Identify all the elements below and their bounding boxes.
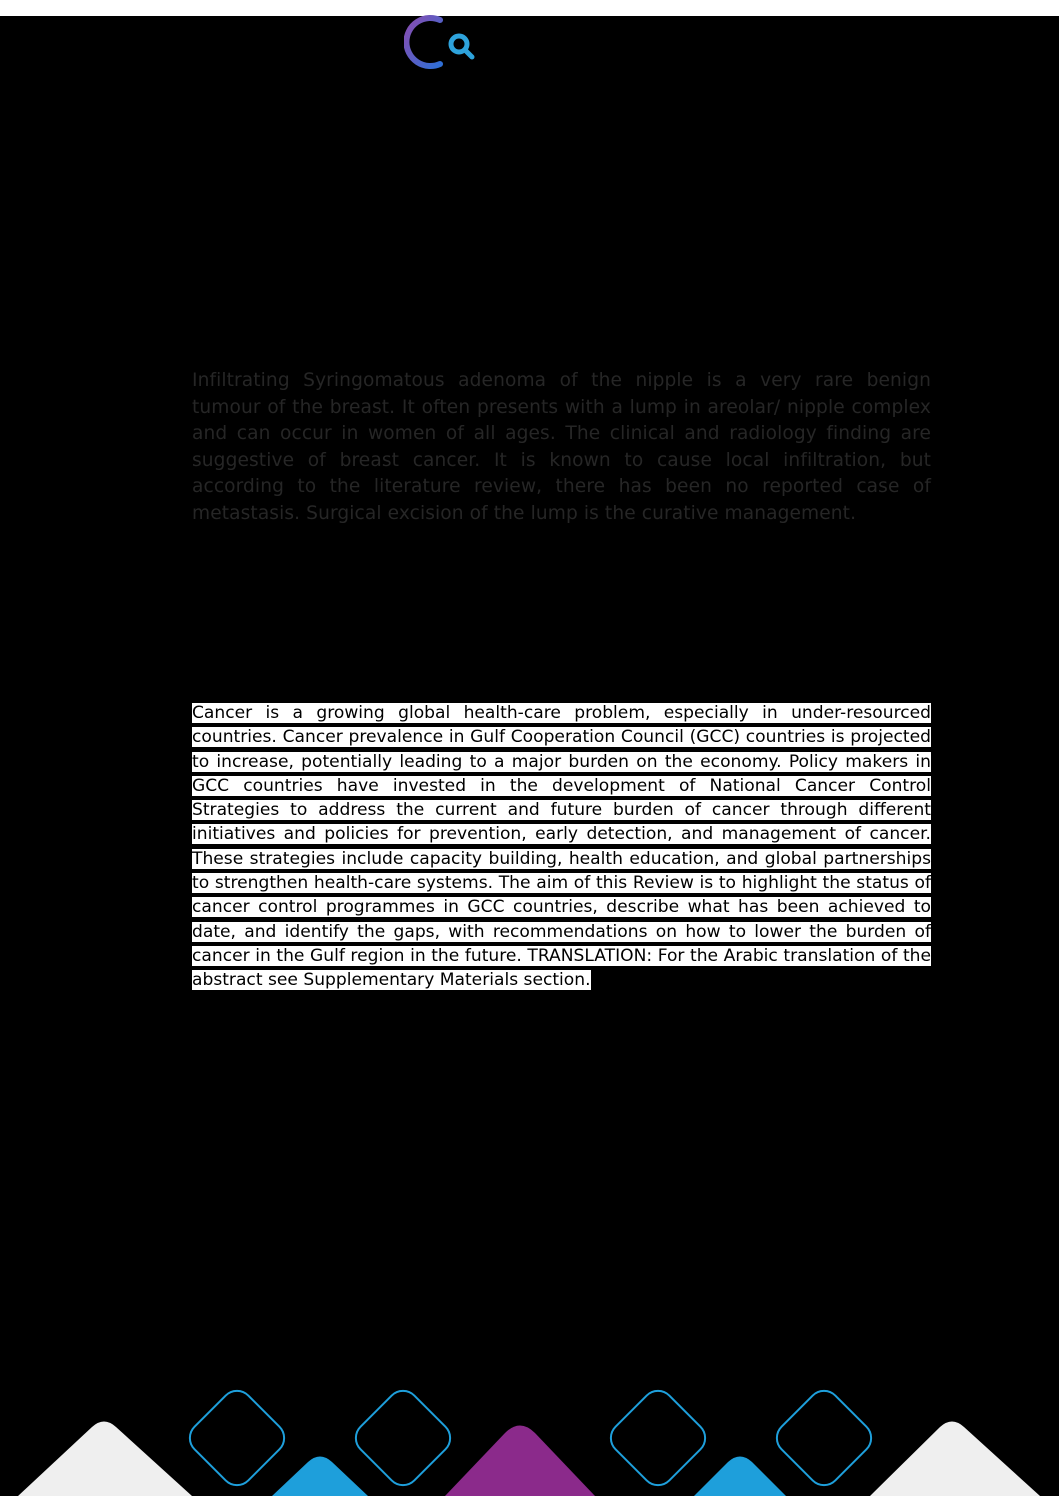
highlighted-abstract-text: Cancer is a growing global health-care problem, especially in under-resourced countries. Cancer prevalence in Gulf Cooperation Council (GCC) countries is projected to increase, potentially leading to a major burden on the economy. Policy makers in GCC countries have invested in the development of National Cancer Control Strategies to address the current and future burden of cancer through different initiatives and policies for prevention, early detection, and management of cancer. These strategies include capacity building, health education, and global partnerships to strengthen health-care systems. The aim of this Review is to highlight the status of cancer control programmes in GCC countries, describe what has been achieved to date, and identify the gaps, with recommendations on how to lower the burden of cancer in the Gulf region in the future. TRANSLATION: For the Arabic translation of the abstract see Supplementary Materials section. <box>192 703 931 991</box>
top-margin-strip <box>0 0 1059 16</box>
underline-rule <box>192 895 931 896</box>
search-logo-icon <box>404 14 478 70</box>
underline-rule <box>192 774 931 775</box>
underline-rule <box>192 822 931 823</box>
abstract-syringomatous-adenoma: Infiltrating Syringomatous adenoma of the nipple is a very rare benign tumour of the breast. It often presents with a lump in areolar/ nipple complex and can occur in women of all ages. The clinical and radiology finding are suggestive of breast cancer. It is known to cause local infiltration, but according to the literature review, there has been no reported case of metastasis. Surgical excision of the lump is the curative management. <box>192 370 931 524</box>
decorative-footer <box>0 1370 1059 1496</box>
abstract-gcc-cancer-control <box>192 701 931 993</box>
